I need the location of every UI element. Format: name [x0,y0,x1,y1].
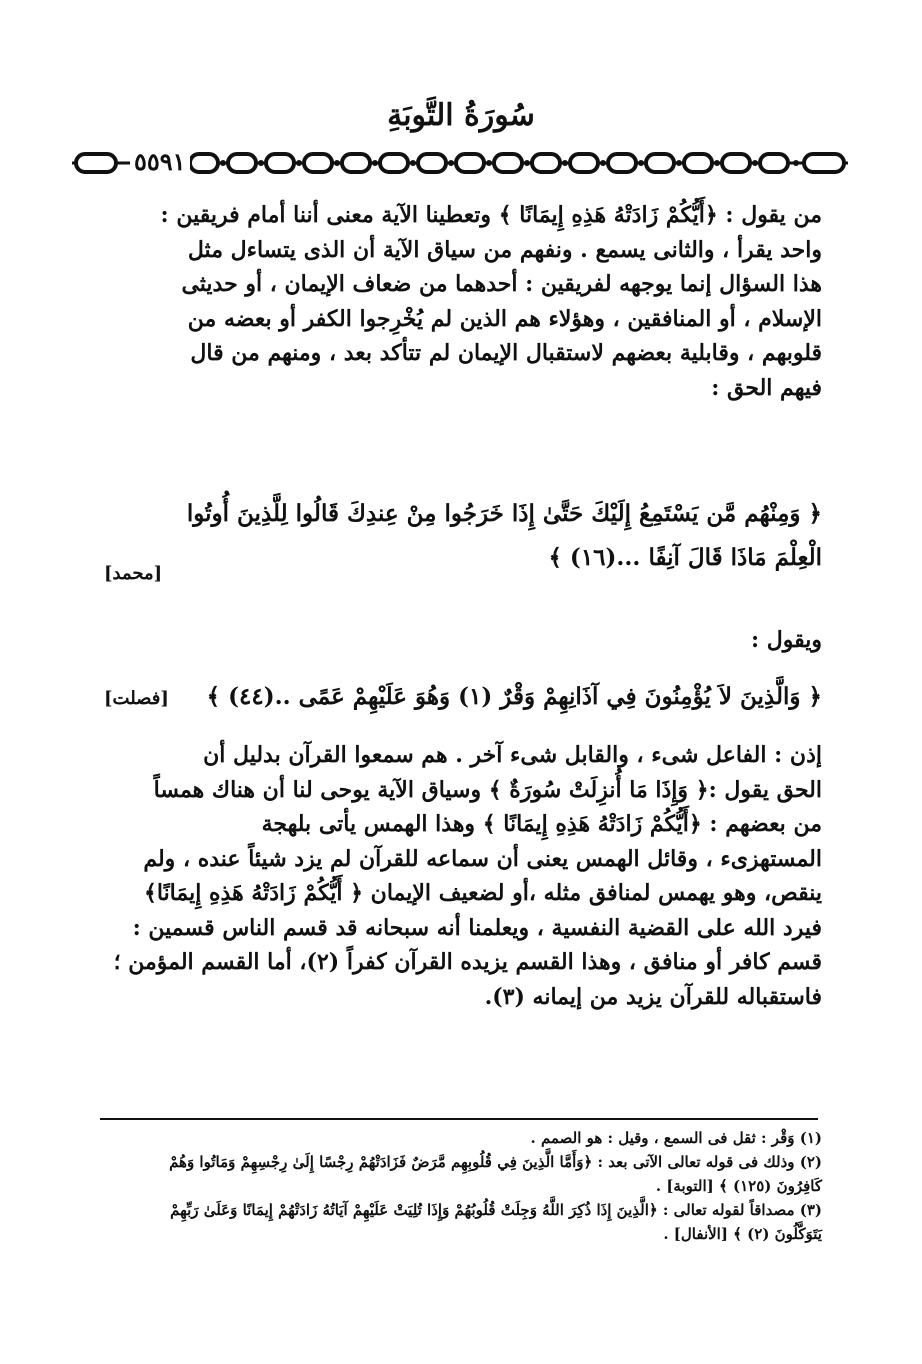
text-line: قلوبهم ، وقابلية بعضهم لاستقبال الإيمان لم تتأكد بعد ، ومنهم من قال [190,340,822,366]
footnote: يَتَوَكَّلُونَ (٢) ﴾ [الأنفال] . [663,1225,822,1243]
footnote-separator [100,1118,818,1120]
text-line: من بعضهم : ﴿أَيُّكُمْ زَادَتْهُ هَذِهِ إِيمَانًا ﴾ وهذا الهمس يأتى بلهجة [261,811,822,837]
paragraph-2 [102,738,822,1014]
footnote: (٣) مصداقاً لقوله تعالى : ﴿الَّذِينَ إِذَا ذُكِرَ اللَّهُ وَجِلَتْ قُلُوبُهُمْ وَإِذَا تُلِيَتْ عَلَيْهِمْ آيَاتُهُ زَادَتْهُمْ إِيمَانًا وَعَلَىٰ رَبِّهِمْ [170,1201,822,1219]
page-number: ٥٥٩١ [130,147,190,176]
verse-line: ﴿ وَالَّذِينَ لاَ يُؤْمِنُونَ فِي آذَانِهِمْ وَقْرٌ (١) وَهُوَ عَلَيْهِمْ عَمًى ..(٤٤) ﴾ [206,683,822,710]
text-line: الحق يقول :﴿ وَإِذَا مَا أُنزِلَتْ سُورَةٌ ﴾ وسياق الآية يوحى لنا أن هناك همساً [153,776,822,803]
paragraph-1 [102,198,822,405]
text-line: فاستقباله للقرآن يزيد من إيمانه (٣). [484,983,822,1010]
text-line: إذن : الفاعل شىء ، والقابل شىء آخر . هم سمعوا القرآن بدليل أن [203,742,822,768]
text-line: فيرد الله على القضية النفسية ، ويعلمنا أنه سبحانه قد قسم الناس قسمين : [132,914,822,941]
surah-title: سُورَةُ التَّوبَةِ [387,98,535,133]
verse-line: ﴿ وَمِنْهُم مَّن يَسْتَمِعُ إِلَيْكَ حَتَّىٰ إِذَا خَرَجُوا مِنْ عِندِكَ قَالُوا لِلَّذِينَ أُوتُوا [186,500,822,527]
text-line: هذا السؤال إنما يوجهه لفريقين : أحدهما من ضعاف الإيمان ، أو حديثى [181,271,822,297]
text-line: ينقص، وهو يهمس لمنافق مثله ،أو لضعيف الإيمان ﴿ أَيُّكُمْ زَادَتْهُ هَذِهِ إِيمَانًا﴾ [143,880,822,906]
verse-line: الْعِلْمَ مَاذَا قَالَ آنِفًا ...(١٦) ﴾ [548,544,822,571]
text-line: من يقول : ﴿أَيُّكُمْ زَادَتْهُ هَذِهِ إِيمَانًا ﴾ وتعطينا الآية معنى أننا أمام فريقين : [160,202,822,228]
text-line: فيهم الحق : [711,374,822,401]
footnote: (١) وَقْر : ثقل فى السمع ، وقيل : هو الصمم . [530,1129,822,1147]
text-line: الإسلام ، أو المنافقين ، وهؤلاء هم الذين لم يُخْرِجوا الكفر أو بعضه من [187,305,822,332]
intro-line: ويقول : [750,627,822,653]
quran-verse-fussilat [202,675,822,719]
text-line: المستهزىء ، وقائل الهمس يعنى أن سماعه للقرآن لم يزد شيئاً عنده ، ولم [143,845,822,872]
footnote: (٢) وذلك فى قوله تعالى الآتى بعد : ﴿وَأَمَّا الَّذِينَ فِي قُلُوبِهِم مَّرَضٌ فَزَادَتْهُمْ رِجْسًا إِلَىٰ رِجْسِهِمْ وَمَاتُوا وَهُمْ [169,1153,822,1171]
text-line: قسم كافر أو منافق ، وهذا القسم يزيده القرآن كفراً (٢)، أما القسم المؤمن ؛ [113,949,822,975]
verse-reference: [محمد] [104,563,163,584]
footnotes [102,1126,822,1246]
text-line: واحد يقرأ ، والثانى يسمع . ونفهم من سياق الآية أن الذى يتساءل مثل [187,236,822,263]
footnote: كَافِرُونَ (١٢٥) ﴾ [التوبة] . [655,1177,822,1195]
quran-verse-muhammad [102,492,822,580]
verse-reference: [فصلت] [104,688,169,709]
